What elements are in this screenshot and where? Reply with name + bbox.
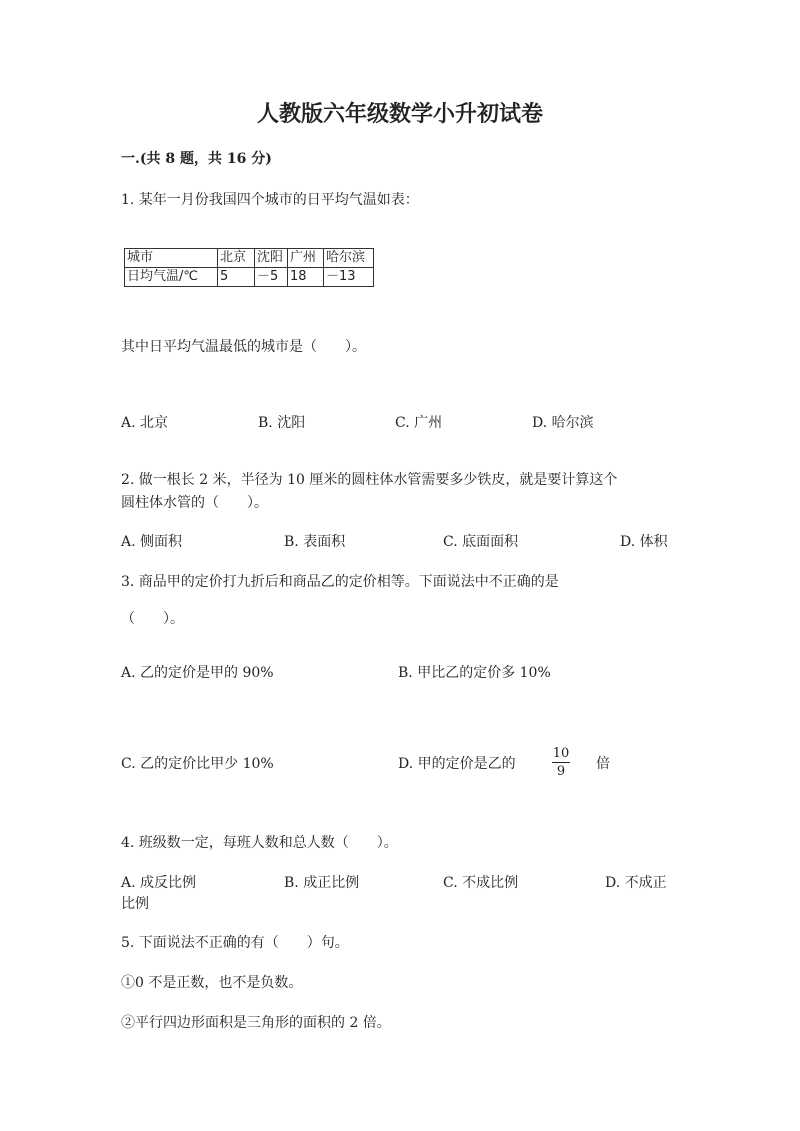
- q2-option-a[interactable]: A. 侧面积: [121, 534, 183, 550]
- q2-option-d[interactable]: D. 体积: [620, 534, 668, 550]
- q4-option-b[interactable]: B. 成正比例: [284, 875, 360, 891]
- q3-option-a[interactable]: A. 乙的定价是甲的 90%: [121, 665, 274, 681]
- page-title: 人教版六年级数学小升初试卷: [256, 101, 543, 127]
- q4-option-a[interactable]: A. 成反比例: [121, 875, 197, 891]
- q3-option-d[interactable]: D. 甲的定价是乙的: [398, 756, 516, 772]
- q3-option-c[interactable]: C. 乙的定价比甲少 10%: [121, 756, 274, 772]
- q1-stem: 1. 某年一月份我国四个城市的日平均气温如表：: [121, 192, 419, 208]
- section-heading: 一.(共 8 题，共 16 分): [121, 151, 272, 167]
- table-cell: 北京: [218, 249, 255, 268]
- q5-statement-1: ①0 不是正数，也不是负数。: [121, 975, 303, 991]
- q5-stem: 5. 下面说法不正确的有（ ）句。: [121, 935, 349, 951]
- q5-statement-2: ②平行四边形面积是三角形的面积的 2 倍。: [121, 1015, 391, 1031]
- table-cell: －13: [324, 268, 374, 287]
- q3-option-b[interactable]: B. 甲比乙的定价多 10%: [398, 665, 551, 681]
- q4-option-c[interactable]: C. 不成比例: [443, 875, 519, 891]
- table-cell: 沈阳: [255, 249, 288, 268]
- q2-stem-line1: 2. 做一根长 2 米，半径为 10 厘米的圆柱体水管需要多少铁皮，就是要计算这个: [121, 472, 618, 488]
- fraction-ten-ninths: [552, 746, 570, 779]
- temperature-table: [124, 248, 374, 287]
- fraction-bar: [552, 762, 570, 763]
- q1-option-c[interactable]: C. 广州: [395, 415, 443, 431]
- table-row: [125, 249, 374, 268]
- q3-stem-line1: 3. 商品甲的定价打九折后和商品乙的定价相等。下面说法中不正确的是: [121, 574, 559, 590]
- q2-option-c[interactable]: C. 底面面积: [443, 534, 519, 550]
- q4-option-d[interactable]: D. 不成正: [605, 875, 667, 891]
- table-cell: 城市: [125, 249, 218, 268]
- table-cell: 18: [288, 268, 324, 287]
- table-cell: 5: [218, 268, 255, 287]
- q3-option-d-suffix: 倍: [596, 756, 610, 772]
- q1-option-d[interactable]: D. 哈尔滨: [532, 415, 594, 431]
- q1-option-a[interactable]: A. 北京: [121, 415, 169, 431]
- table-cell: 广州: [288, 249, 324, 268]
- q2-stem-line2: 圆柱体水管的（ ）。: [121, 495, 268, 511]
- q4-option-d-wrap: 比例: [121, 896, 149, 912]
- fraction-denominator: 9: [556, 764, 566, 779]
- q4-stem: 4. 班级数一定，每班人数和总人数（ ）。: [121, 835, 398, 851]
- q1-option-b[interactable]: B. 沈阳: [258, 415, 306, 431]
- table-cell: 哈尔滨: [324, 249, 374, 268]
- q2-option-b[interactable]: B. 表面积: [284, 534, 346, 550]
- fraction-numerator: 10: [552, 746, 570, 761]
- table-cell: 日均气温/℃: [125, 268, 218, 287]
- table-cell: －5: [255, 268, 288, 287]
- q3-stem-line2: （ ）。: [121, 611, 184, 627]
- table-row: [125, 268, 374, 287]
- q1-question: 其中日平均气温最低的城市是（ ）。: [121, 339, 366, 355]
